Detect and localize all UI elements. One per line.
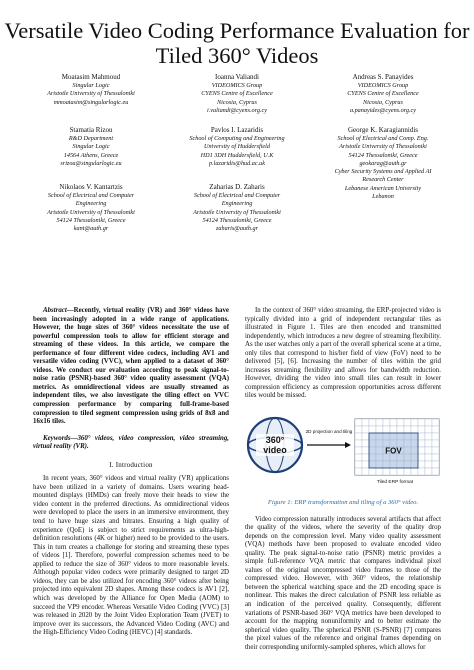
fov-tile [411,433,418,440]
author-affiliation: Aristotle University of Thessaloniki [193,208,281,216]
author-affiliation: VIDEOMICS Group [357,82,409,89]
author-location: 14564 Athens, Greece [63,151,119,159]
author-block [18,73,164,107]
author-name: Ioanna Valiandi [215,73,259,81]
author-block [18,183,164,233]
author-email[interactable]: srizou@singularlogic.eu [60,159,122,167]
title-line-1: Versatile Video Coding Performance Evaluation for [4,18,470,43]
author-name: Pavlos I. Lazaridis [210,126,264,134]
erp-tile [383,468,390,475]
erp-tile [432,419,439,426]
fov-tile [397,461,404,468]
author-affiliation: Research Center [362,176,404,184]
erp-tile [355,454,362,461]
fov-tile [369,433,376,440]
fov-tile [411,447,418,454]
erp-tile [432,454,439,461]
erp-tile [425,468,432,475]
author-email[interactable]: i.valiandi@cyens.org.cy [207,106,267,114]
author-location: Nicosia, Cyprus [363,98,403,106]
erp-tile [418,419,425,426]
fov-tile [411,461,418,468]
erp-tile [418,426,425,433]
author-location: Nicosia, Cyprus [217,98,257,106]
author-name: Stamatia Rizou [69,126,113,134]
erp-tile [390,426,397,433]
erp-tile [376,426,383,433]
fov-tile [369,440,376,447]
arrow-head [345,442,351,448]
author-email[interactable]: p.lazaridis@hud.ac.uk [208,159,266,167]
paper-title [0,18,474,68]
author-affiliation: Lebanese American University [344,184,422,192]
keywords-text: —360° videos, video compression, video streaming, virtual reality (VR). [33,434,229,451]
author-affiliation: Engineering [221,200,253,208]
author-affiliation: Cyber Security Systems and Applied AI [334,168,432,176]
erp-tile [418,447,425,454]
author-affiliation: Aristotle University of Thessaloniki [47,208,135,216]
erp-tile [362,468,369,475]
erp-tile [369,419,376,426]
author-affiliation: University of Huddersfield [204,143,270,151]
author-affiliation: School of Computing and Engineering [189,135,285,142]
author-block [310,126,456,201]
erp-tile [362,454,369,461]
author-affiliation: School of Electrical and Computer [193,192,281,199]
erp-tile [411,419,418,426]
author-affiliation: Aristotle University of Thessaloniki [47,90,135,98]
fov-tile [397,433,404,440]
fov-tile [404,440,411,447]
author-name: Andreas S. Panayides [352,73,414,81]
fov-label: FOV [385,446,402,456]
author-name: George K. Karagiannidis [347,126,419,134]
author-location: 54124 Thessaloniki, Greece [202,216,272,224]
erp-tile [362,447,369,454]
fov-tile [383,433,390,440]
erp-tile [390,468,397,475]
keywords-label: Keywords [43,434,71,442]
fov-tile [369,447,376,454]
erp-format-label: Tiled ERP format [376,480,414,486]
author-affiliation: Aristotle University of Thessaloniki [339,143,427,151]
erp-tile [355,461,362,468]
erp-tile [404,419,411,426]
fov-tile [376,461,383,468]
author-name: Nikolaos V. Kantartzis [59,183,123,191]
erp-tile [362,433,369,440]
fov-tile [411,440,418,447]
author-block [164,183,310,233]
erp-tile [376,468,383,475]
erp-tile [432,468,439,475]
title-line-2: Tiled 360° Videos [155,43,319,68]
author-name: Zaharias D. Zaharis [209,183,265,191]
author-block [18,126,164,168]
section-heading: I. Introduction [109,460,153,469]
author-email[interactable]: kant@auth.gr [73,225,109,233]
author-affiliation: School of Electrical and Computer [47,192,135,199]
abstract [33,307,229,427]
author-block [164,126,310,168]
erp-tile [432,461,439,468]
erp-tile [397,426,404,433]
erp-tile [355,447,362,454]
fov-tile [376,447,383,454]
fov-tile [369,461,376,468]
intro-paragraph: In recent years, 360° videos and virtual reality (VR) applications have been utilized in a variety of domains. Users wearing head-mounted displays (HMDs) can freely move their heads to view the video content in the preferred directions. As omnidirectional videos were developed to place the users in an immersive environment, they tend to have huge sizes and bitrates. Ensuring a high quality of experience (QoE) is subject to strict requirements as ultra-high-definition resolutions (4K or higher) need to be provided to the users. This in turn creates a challenge for storing and streaming these types of videos [1]. Therefore, powerful compression schemes need to be applied to reduce the size of 360° videos to more reasonable levels. Although popular video codecs were primarily designed to target 2D videos, they can be also utilized for encoding 360° videos after being projected into equivalent 2D shapes. Among these codecs is AV1 [2], which was developed by the Alliance for Open Media (AOM) to succeed the VP9 encoder. Whereas Versatile Video Coding (VVC) [3] was released in 2020 by the Joint Video Exploration Team (JVET) to improve over its successors, the Advanced Video Coding (AVC) and the High-Efficiency Video Coding (HEVC) [4] standards. [33,475,229,637]
erp-tile [355,468,362,475]
erp-tile [397,468,404,475]
figure-1 [245,405,441,497]
fov-tile [404,461,411,468]
arrow-label: 2D projection and tiling [305,429,353,435]
erp-tile [369,468,376,475]
erp-tile [404,426,411,433]
author-affiliation: School of Electrical and Comp. Eng. [337,135,429,142]
erp-tile [425,433,432,440]
fov-tile [404,454,411,461]
erp-tile [418,433,425,440]
erp-tile [425,426,432,433]
erp-tile [369,426,376,433]
fov-tile [411,454,418,461]
fov-tile [404,447,411,454]
author-affiliation: R&D Department [68,135,114,142]
erp-tile [432,440,439,447]
fov-tile [376,433,383,440]
author-location: 54124 Thessaloniki, Greece [348,151,418,159]
sphere-label-2: video [263,445,287,456]
author-affiliation: CYENS Centre of Excellence [201,90,273,98]
erp-tile [418,440,425,447]
author-location: Lebanon [372,193,394,201]
author-email[interactable]: geokarag@auth.gr [359,159,407,167]
erp-tile [362,426,369,433]
fov-tile [369,454,376,461]
author-email[interactable]: a.panayides@cyens.org.cy [349,106,417,114]
erp-tile [397,419,404,426]
erp-tile [432,426,439,433]
erp-tile [411,426,418,433]
fov-tile [376,454,383,461]
abstract-label: Abstract [43,307,67,314]
erp-tile [362,440,369,447]
sphere-label-1: 360° [265,435,285,446]
erp-tile [425,440,432,447]
erp-tile [376,419,383,426]
erp-tile [355,440,362,447]
erp-tile [432,433,439,440]
erp-tile [362,419,369,426]
author-location: HD1 3DH Huddersfield, U.K [200,151,274,159]
abstract-text: —Recently, virtual reality (VR) and 360° videos have been increasingly adopted in a wide range of applications. However, the huge sizes of 360° videos necessitate the use of powerful compression tools to allow for efficient storage and streaming of these videos. In this article, we compare the performance of four different video codecs, including AV1 and versatile video coding (VVC), when applied to a dataset of 360° videos. We conduct our evaluation according to peak signal-to-noise ratio (PSNR)-based 360° video quality assessment (VQA) metrics. As omnidirectional videos are usually streamed as independent tiles, we also investigate the tiling effect on VVC compression performance by comparing full-frame-based compression to tiled segment compression using grids of 8x8 and 16x16 tiles. [33,307,229,426]
erp-tile [355,419,362,426]
erp-tile [425,461,432,468]
author-block [310,73,456,115]
keywords [33,435,229,452]
erp-tile [418,468,425,475]
erp-tile [404,468,411,475]
erp-tile [418,461,425,468]
erp-tile [362,461,369,468]
author-affiliation: Singular Logic [72,82,110,89]
erp-tile [432,447,439,454]
erp-tile [355,433,362,440]
author-location: 54124 Thessaloniki, Greece [56,216,126,224]
author-name: Moatasim Mahmoud [61,73,121,81]
fov-tile [383,461,390,468]
author-block [164,73,310,115]
author-email[interactable]: mmoatasim@singularlogic.eu [53,98,129,106]
author-affiliation: VIDEOMICS Group [211,82,263,89]
erp-tile [425,419,432,426]
author-email[interactable]: zaharis@auth.gr [216,225,258,233]
erp-tile [390,419,397,426]
figure-1-graphic [245,405,441,497]
erp-tile [383,419,390,426]
erp-tile [355,426,362,433]
fov-tile [390,461,397,468]
author-affiliation: CYENS Centre of Excellence [347,90,419,98]
body-paragraph: In the context of 360° video streaming, the ERP-projected video is typically divided into a grid of independent rectangular tiles as illustrated in Figure 1. Tiles are then encoded and transmitted independently, which introduces a new degree of streaming flexibility. As the user watches only a part of the overall spherical scene at a time, only tiles that correspond to his/her field of view (FoV) need to be delivered [5], [6]. Increasing the number of tiles within the grid increases streaming flexibility and allows for bandwidth reduction. However, dividing the video into small tiles can result in lower compression efficiency as compression opportunities across different tiles would be missed. [245,307,441,400]
erp-tile [425,454,432,461]
body-paragraph: Video compression naturally introduces several artifacts that affect the quality of the videos, where the severity of the quality drop depends on the compression level. Many video quality assessment (VQA) methods have been proposed to evaluate encoded video quality. The peak signal-to-noise ratio (PSNR) metric provides a simple full-reference VQA metric that compares individual pixel values of the original uncompressed video frames to those of the compressed video. However, with 360° videos, the relationship between the spherical watching space and the 2D encoding space is nonlinear. This makes the direct calculation of PSNR less reliable as an indication of the perceived quality. Consequently, different variations of PSNR-based 360° VQA metrics have been developed to account for the mapping nonuniformity and to better estimate the spherical video quality. The spherical PSNR (S-PSNR) [7] compares the pixel values of the reference and original frames depending on their corresponding uniformly-sampled spheres, which allows for [245,515,441,651]
fov-tile [390,433,397,440]
author-affiliation: Singular Logic [72,143,110,151]
erp-tile [383,426,390,433]
erp-tile-grid [355,419,439,475]
erp-tile [418,454,425,461]
author-affiliation: Engineering [75,200,107,208]
erp-tile [411,468,418,475]
fov-tile [404,433,411,440]
fov-tile [376,440,383,447]
right-column [245,307,441,652]
figure-caption: Figure 1: ERP transformation and tiling of a 360° video. [267,499,419,507]
erp-tile [425,447,432,454]
left-column [33,307,229,638]
